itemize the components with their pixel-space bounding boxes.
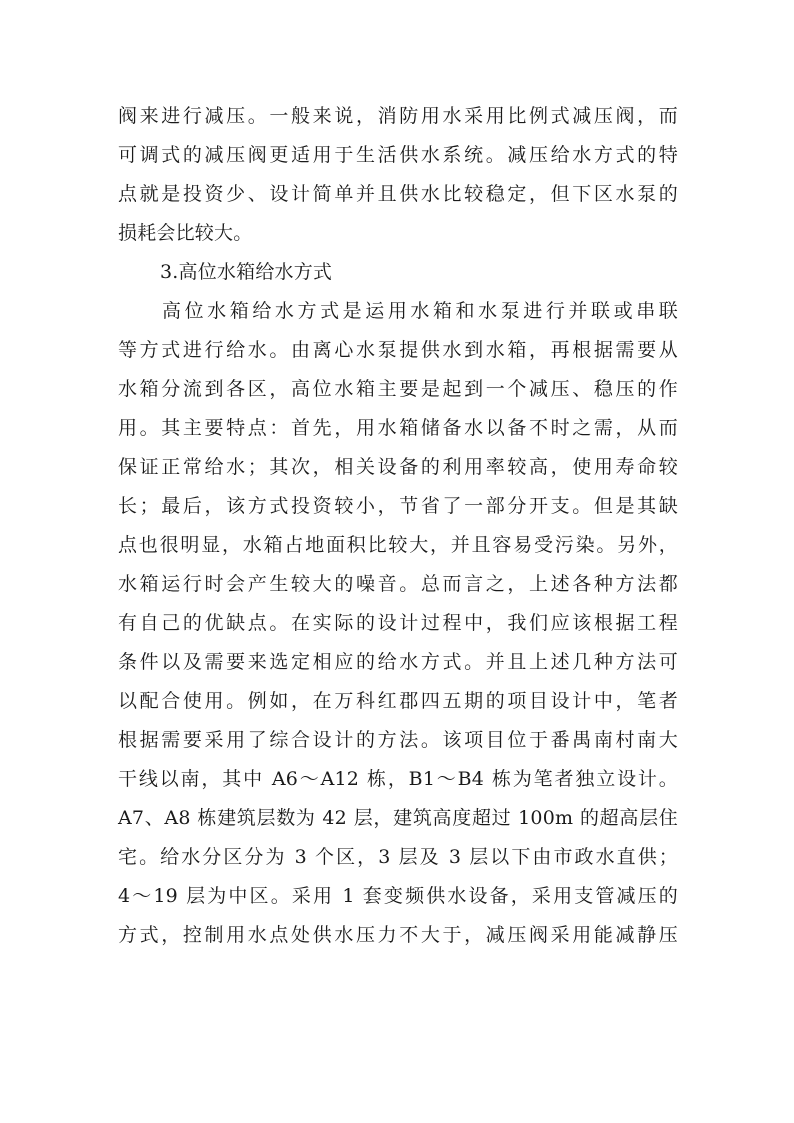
paragraph-line: 用。其主要特点：首先，用水箱储备水以备不时之需，从而 — [118, 417, 678, 439]
paragraph-line: 损耗会比较大。 — [118, 222, 253, 244]
paragraph-line: 点就是投资少、设计简单并且供水比较稳定，但下区水泵的 — [118, 183, 678, 205]
paragraph-line: 4～19 层为中区。采用 1 套变频供水设备，采用支管减压的 — [118, 885, 678, 907]
paragraph-line: 以配合使用。例如，在万科红郡四五期的项目设计中，笔者 — [118, 690, 678, 712]
paragraph-line: 等方式进行给水。由离心水泵提供水到水箱，再根据需要从 — [118, 339, 678, 361]
paragraph-reducing-valve — [118, 97, 678, 253]
paragraph-line: 宅。给水分区分为 3 个区，3 层及 3 层以下由市政水直供； — [118, 846, 678, 868]
paragraph-line: 条件以及需要来选定相应的给水方式。并且上述几种方法可 — [118, 651, 678, 673]
paragraph-line: 点也很明显，水箱占地面积比较大，并且容易受污染。另外， — [118, 534, 678, 556]
paragraph-line: 高位水箱给水方式是运用水箱和水泵进行并联或串联 — [162, 300, 678, 322]
section-heading: 3.高位水箱给水方式 — [160, 261, 333, 283]
paragraph-line: A7、A8 栋建筑层数为 42 层，建筑高度超过 100m 的超高层住 — [118, 807, 678, 829]
paragraph-line: 水箱运行时会产生较大的噪音。总而言之，上述各种方法都 — [118, 573, 678, 595]
paragraph-line: 长；最后，该方式投资较小，节省了一部分开支。但是其缺 — [118, 495, 678, 517]
paragraph-line: 根据需要采用了综合设计的方法。该项目位于番禺南村南大 — [118, 729, 678, 751]
paragraph-line: 水箱分流到各区，高位水箱主要是起到一个减压、稳压的作 — [118, 378, 678, 400]
paragraph-line: 阀来进行减压。一般来说，消防用水采用比例式减压阀，而 — [118, 105, 678, 127]
paragraph-line: 保证正常给水；其次，相关设备的利用率较高，使用寿命较 — [118, 456, 678, 478]
paragraph-line: 干线以南，其中 A6～A12 栋，B1～B4 栋为笔者独立设计。 — [118, 768, 678, 790]
paragraph-line: 有自己的优缺点。在实际的设计过程中，我们应该根据工程 — [118, 612, 678, 634]
paragraph-line: 方式，控制用水点处供水压力不大于，减压阀采用能减静压 — [118, 924, 678, 946]
paragraph-line: 可调式的减压阀更适用于生活供水系统。减压给水方式的特 — [118, 144, 678, 166]
document-body — [118, 97, 678, 955]
paragraph-high-tank — [118, 292, 678, 955]
